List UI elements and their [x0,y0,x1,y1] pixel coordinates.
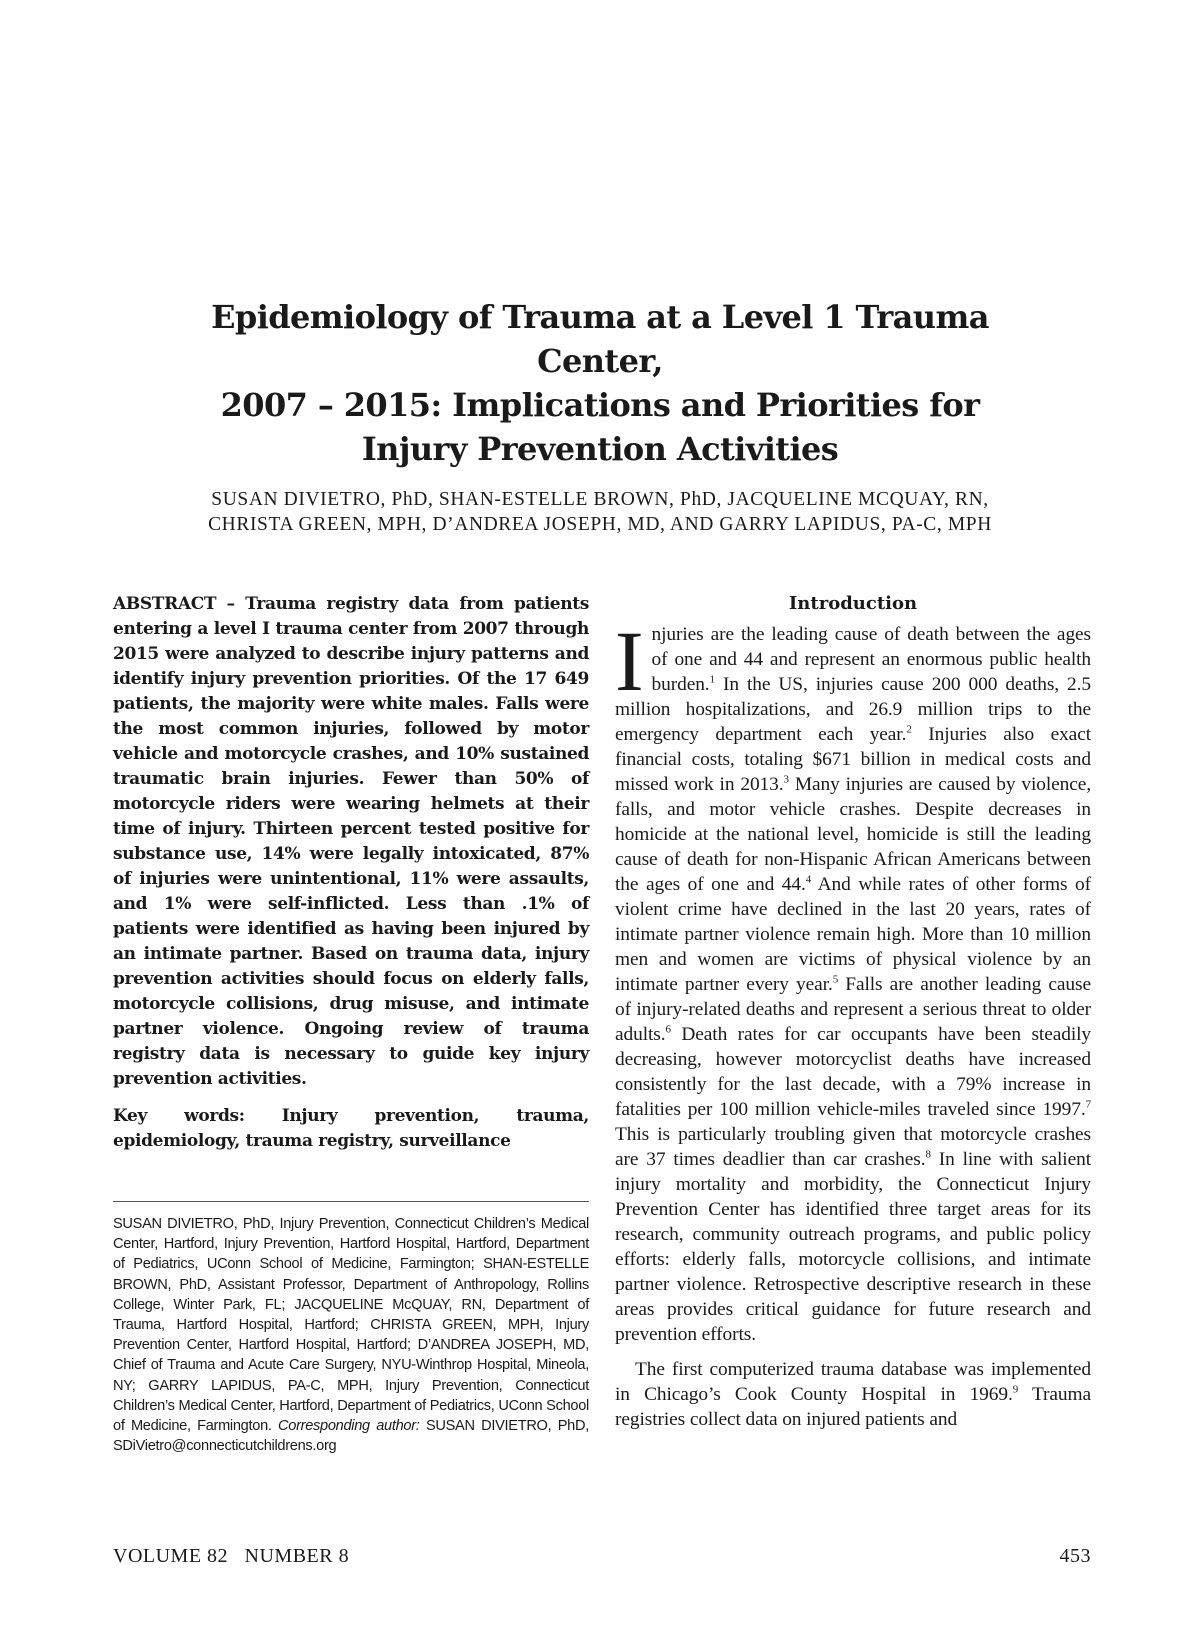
left-column [113,592,589,1154]
citation-ref: 3 [783,773,789,786]
volume-label: VOLUME 82 [113,1545,229,1567]
abstract-label: ABSTRACT – [113,594,235,614]
introduction-body [615,613,1091,1432]
author-affiliations [113,1201,589,1456]
section-heading-introduction: Introduction [788,593,918,614]
intro-paragraph-2 [615,1357,1091,1432]
keywords-text: Injury prevention, trauma, epidemiology, trauma registry, surveillance [113,1106,589,1151]
citation-ref: 7 [1085,1098,1091,1111]
author-line-1: SUSAN DIVIETRO, PhD, SHAN-ESTELLE BROWN, PhD, JACQUELINE MCQUAY, RN, [211,489,989,510]
issue-info [113,1545,349,1568]
citation-ref: 9 [1012,1383,1019,1396]
corresponding-author-text: SUSAN DIVIETRO, PhD, SDiVietro@connecticutchildrens.org [113,1418,589,1455]
text-segment: Death rates for car occupants have been steadily decreasing, however motorcyclist deaths have increased consistently for the last decade, with a 79% increase in fatalities per 100 million vehicle-miles traveled since 1997. [615,1024,1091,1120]
text-segment: The first computerized trauma database was implemented in Chicago’s Cook County Hospital in 1969. [615,1359,1091,1405]
page-number: 453 [1059,1545,1091,1567]
text-segment: In the US, injuries cause 200 000 deaths, 2.5 million hospitalizations, and 26.9 million trips to the emergency department each year. [615,674,1091,745]
text-segment: And while rates of other forms of violent crime have declined in the last 20 years, rates of intimate partner violence remain high. More than 10 million men and women are victims of physical violence by an intimate partner every year. [615,874,1091,995]
text-segment: In line with salient injury mortality and morbidity, the Connecticut Injury Prevention Center has identified three target areas for its research, community outreach programs, and public policy efforts: elderly falls, motorcycle collisions, and intimate partner violence. Retrospective descriptive research in these areas provides critical guidance for future research and prevention efforts. [615,1149,1091,1345]
citation-ref: 4 [805,873,812,886]
author-list [150,487,1050,537]
keywords-label: Key words: [113,1106,245,1126]
text-segment: Trauma registries collect data on injured patients and [615,1384,1091,1430]
text-segment: njuries are the leading cause of death between the ages of one and 44 and represent an enormous public health burden. [651,624,1091,695]
drop-cap: I [615,613,644,709]
intro-paragraph-1 [615,613,1091,1347]
title-line-1: Epidemiology of Trauma at a Level 1 Trauma Center, [211,298,989,380]
citation-ref: 8 [925,1148,931,1161]
abstract-text: Trauma registry data from patients entering a level I trauma center from 2007 through 2015 were analyzed to describe injury patterns and identify injury prevention priorities. Of the 17 649 patients, the majority were white males. Falls were the most common injuries, followed by motor vehicle and motorcycle crashes, and 10% sustained traumatic brain injuries. Fewer than 50% of motorcycle riders were wearing helmets at their time of injury. Thirteen percent tested positive for substance use, 14% were legally intoxicated, 87% of injuries were unintentional, 11% were assaults, and 1% were self-inflicted. Less than .1% of patients were identified as having been injured by an intimate partner. Based on trauma data, injury prevention activities should focus on elderly falls, motorcycle collisions, drug misuse, and intimate partner violence. Ongoing review of trauma registry data is necessary to guide key injury prevention activities. [113,594,589,1089]
affiliations-text: SUSAN DIVIETRO, PhD, Injury Prevention, Connecticut Children’s Medical Center, Hartford, Injury Prevention, Hartford Hospital, Hartford, Department of Pediatrics, UConn School of Medicine, Farmington; SHAN-ESTELLE BROWN, PhD, Assistant Professor, Department of Anthropology, Rollins College, Winter Park, FL; JACQUELINE McQUAY, RN, Department of Trauma, Hartford Hospital, Hartford; CHRISTA GREEN, MPH, Injury Prevention Center, Hartford Hospital, Hartford; D’ANDREA JOSEPH, MD, Chief of Trauma and Acute Care Surgery, NYU-Winthrop Hospital, Mineola, NY; GARRY LAPIDUS, PA-C, MPH, Injury Prevention, Connecticut Children’s Medical Center, Hartford, Department of Pediatrics, UConn School of Medicine, Farmington. [113,1216,589,1435]
text-segment: Many injuries are caused by violence, falls, and motor vehicle crashes. Despite decreases in homicide at the national level, homicide is still the leading cause of death for non-Hispanic African Americans between the ages of one and 44. [615,774,1091,895]
number-label: NUMBER 8 [244,1545,350,1567]
keywords [113,1104,589,1154]
right-column [615,592,1091,1432]
citation-ref: 5 [832,973,839,986]
corresponding-author-label: Corresponding author: [278,1418,420,1435]
abstract [113,592,589,1092]
author-line-2: CHRISTA GREEN, MPH, D’ANDREA JOSEPH, MD, AND GARRY LAPIDUS, PA-C, MPH [208,514,992,535]
text-segment: This is particularly troubling given that motorcycle crashes are 37 times deadlier than car crashes. [615,1124,1091,1170]
title-line-2: 2007 – 2015: Implications and Priorities for [220,386,980,424]
citation-ref: 1 [709,673,715,686]
text-segment: Falls are another leading cause of injury-related deaths and represent a serious threat to older adults. [615,974,1091,1045]
citation-ref: 2 [906,723,912,736]
text-segment: Injuries also exact financial costs, totaling $671 billion in medical costs and missed work in 2013. [615,724,1091,795]
title-block [150,295,1050,537]
citation-ref: 6 [665,1023,671,1036]
article-title [150,295,1050,471]
title-line-3: Injury Prevention Activities [361,430,839,468]
